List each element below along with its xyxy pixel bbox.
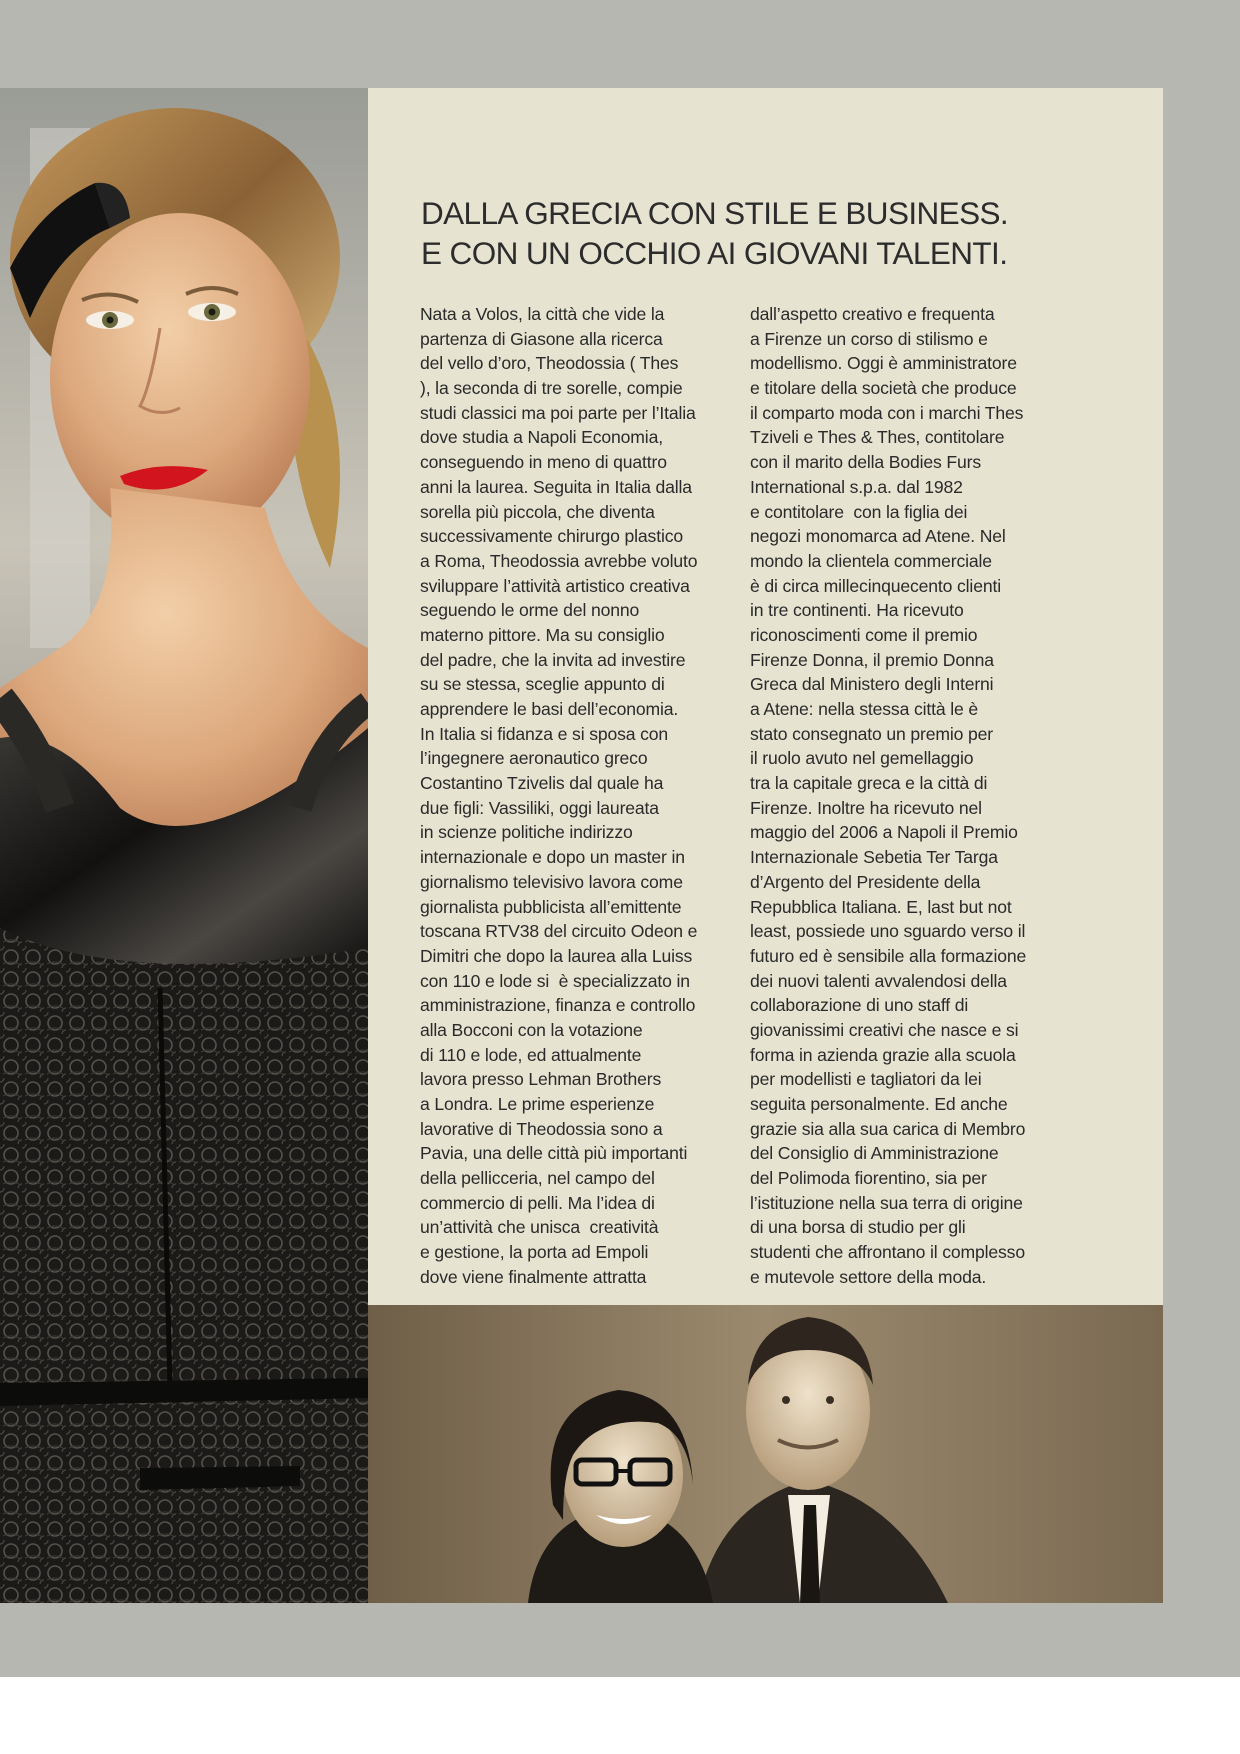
article-text-line: in scienze politiche indirizzo	[420, 822, 633, 843]
article-text-line: a Atene: nella stessa città le è	[750, 699, 978, 719]
article-text-line: ), la seconda di tre sorelle, compie	[420, 378, 683, 399]
article-text-line: Nata a Volos, la città che vide la	[420, 304, 665, 324]
article-text-line: stato consegnato un premio per	[750, 723, 993, 744]
article-text-line: Tziveli e Thes & Thes, contitolare	[750, 427, 1005, 448]
article-text-line: della pellicceria, nel campo del	[420, 1168, 655, 1189]
article-text-line: di 110 e lode, ed attualmente	[420, 1044, 642, 1065]
article-text-line: due figli: Vassiliki, oggi laureata	[420, 797, 659, 818]
article-text-line: del Consiglio di Amministrazione	[750, 1143, 999, 1164]
article-text-line: conseguendo in meno di quattro	[420, 452, 667, 473]
article-text-line: grazie sia alla sua carica di Membro	[750, 1118, 1026, 1139]
article-text-line: In Italia si fidanza e si sposa con	[420, 723, 669, 744]
article-text-line: seguendo le orme del nonno	[420, 600, 640, 621]
article-text-line: del vello d’oro, Theodossia ( Thes	[420, 353, 679, 374]
article-text-line: least, possiede uno sguardo verso il	[750, 921, 1026, 942]
article-text-line: e contitolare con la figlia dei	[750, 501, 968, 522]
article-text-line: materno pittore. Ma su consiglio	[420, 624, 665, 645]
article-text-line: a Firenze un corso di stilismo e	[750, 328, 988, 349]
article-text-line: mondo la clientela commerciale	[750, 550, 992, 571]
article-text-line: anni la laurea. Seguita in Italia dalla	[420, 476, 692, 497]
model-photo	[0, 88, 368, 1603]
article-text-line: e titolare della società che produce	[750, 378, 1017, 399]
article-text-line: Dimitri che dopo la laurea alla Luiss	[420, 945, 693, 966]
article-text-line: dei nuovi talenti avvalendosi della	[750, 970, 1007, 991]
article-text-line: su se stessa, sceglie appunto di	[420, 674, 665, 695]
article-text-line: negozi monomarca ad Atene. Nel	[750, 526, 1006, 547]
article-text-line: Costantino Tzivelis dal quale ha	[420, 773, 664, 794]
article-text-line: dove viene finalmente attratta	[420, 1266, 647, 1287]
article-text-line: toscana RTV38 del circuito Odeon e	[420, 921, 698, 942]
article-text-line: giornalista pubblicista all’emittente	[420, 896, 682, 917]
article-text-line: a Londra. Le prime esperienze	[420, 1094, 655, 1114]
article-text-line: con 110 e lode si è specializzato in	[420, 970, 690, 991]
article-text-line: maggio del 2006 a Napoli il Premio	[750, 822, 1018, 843]
article-text-line: alla Bocconi con la votazione	[420, 1019, 643, 1040]
article-text-line: internazionale e dopo un master in	[420, 847, 685, 868]
article-text-line: tra la capitale greca e la città di	[750, 773, 988, 794]
article-text-line: è di circa millecinquecento clienti	[750, 575, 1001, 596]
article-text-line: a Roma, Theodossia avrebbe voluto	[420, 550, 698, 571]
article-text-line: il ruolo avuto nel gemellaggio	[750, 748, 974, 769]
article-text-line: dove studia a Napoli Economia,	[420, 427, 663, 448]
article-text-line: International s.p.a. dal 1982	[750, 476, 963, 497]
article-text-line: Greca dal Ministero degli Interni	[750, 674, 994, 695]
article-text-line: sorella più piccola, che diventa	[420, 501, 655, 522]
article-column-left	[420, 302, 740, 1290]
article-column-right	[750, 302, 1070, 1290]
headline-line: DALLA GRECIA CON STILE E BUSINESS.	[421, 195, 1009, 231]
article-text-line: modellismo. Oggi è amministratore	[750, 353, 1017, 374]
article-text-line: partenza di Giasone alla ricerca	[420, 328, 663, 349]
article-text-line: Firenze Donna, il premio Donna	[750, 649, 994, 670]
headline-line: E CON UN OCCHIO AI GIOVANI TALENTI.	[421, 235, 1008, 271]
article-text-line: amministrazione, finanza e controllo	[420, 995, 696, 1016]
article-text-line: commercio di pelli. Ma l’idea di	[420, 1192, 655, 1213]
article-text-line: Pavia, una delle città più importanti	[420, 1143, 688, 1164]
article-text-line: Repubblica Italiana. E, last but not	[750, 896, 1012, 917]
article-text-line: sviluppare l’attività artistico creativa	[420, 575, 690, 596]
article-text-line: e mutevole settore della moda.	[750, 1266, 987, 1287]
article-text-line: con il marito della Bodies Furs	[750, 452, 982, 473]
article-text-line: studi classici ma poi parte per l’Italia	[420, 402, 696, 423]
article-text-line: studenti che affrontano il complesso	[750, 1242, 1025, 1263]
article-text-line: in tre continenti. Ha ricevuto	[750, 600, 964, 621]
article-text-line: dall’aspetto creativo e frequenta	[750, 304, 995, 324]
article-text-line: e gestione, la porta ad Empoli	[420, 1242, 649, 1263]
article-text-line: successivamente chirurgo plastico	[420, 526, 683, 547]
article-text-line: d’Argento del Presidente della	[750, 871, 981, 892]
article-text-line: forma in azienda grazie alla scuola	[750, 1044, 1016, 1065]
article-text-line: l’istituzione nella sua terra di origine	[750, 1192, 1023, 1213]
couple-photo	[368, 1305, 1163, 1603]
article-text-line: lavorative di Theodossia sono a	[420, 1118, 663, 1139]
article-text-line: il comparto moda con i marchi Thes	[750, 402, 1024, 423]
article-text-line: collaborazione di uno staff di	[750, 995, 969, 1016]
article-text-line: Internazionale Sebetia Ter Targa	[750, 847, 998, 868]
article-text-line: riconoscimenti come il premio	[750, 624, 978, 645]
article-text-line: del Polimoda fiorentino, sia per	[750, 1168, 987, 1189]
article-text-line: un’attività che unisca creatività	[420, 1217, 659, 1238]
article-text-line: Firenze. Inoltre ha ricevuto nel	[750, 797, 982, 818]
article-headline	[421, 193, 1121, 273]
article-text-line: del padre, che la invita ad investire	[420, 649, 686, 670]
article-text-line: l’ingegnere aeronautico greco	[420, 748, 648, 769]
article-text-line: seguita personalmente. Ed anche	[750, 1094, 1008, 1114]
article-text-line: lavora presso Lehman Brothers	[420, 1069, 662, 1090]
article-text-line: per modellisti e tagliatori da lei	[750, 1069, 982, 1090]
article-text-line: giornalismo televisivo lavora come	[420, 871, 683, 892]
article-text-line: di una borsa di studio per gli	[750, 1217, 966, 1238]
article-text-line: apprendere le basi dell’economia.	[420, 699, 679, 719]
article-text-line: futuro ed è sensibile alla formazione	[750, 945, 1027, 966]
article-text-line: giovanissimi creativi che nasce e si	[750, 1019, 1019, 1040]
